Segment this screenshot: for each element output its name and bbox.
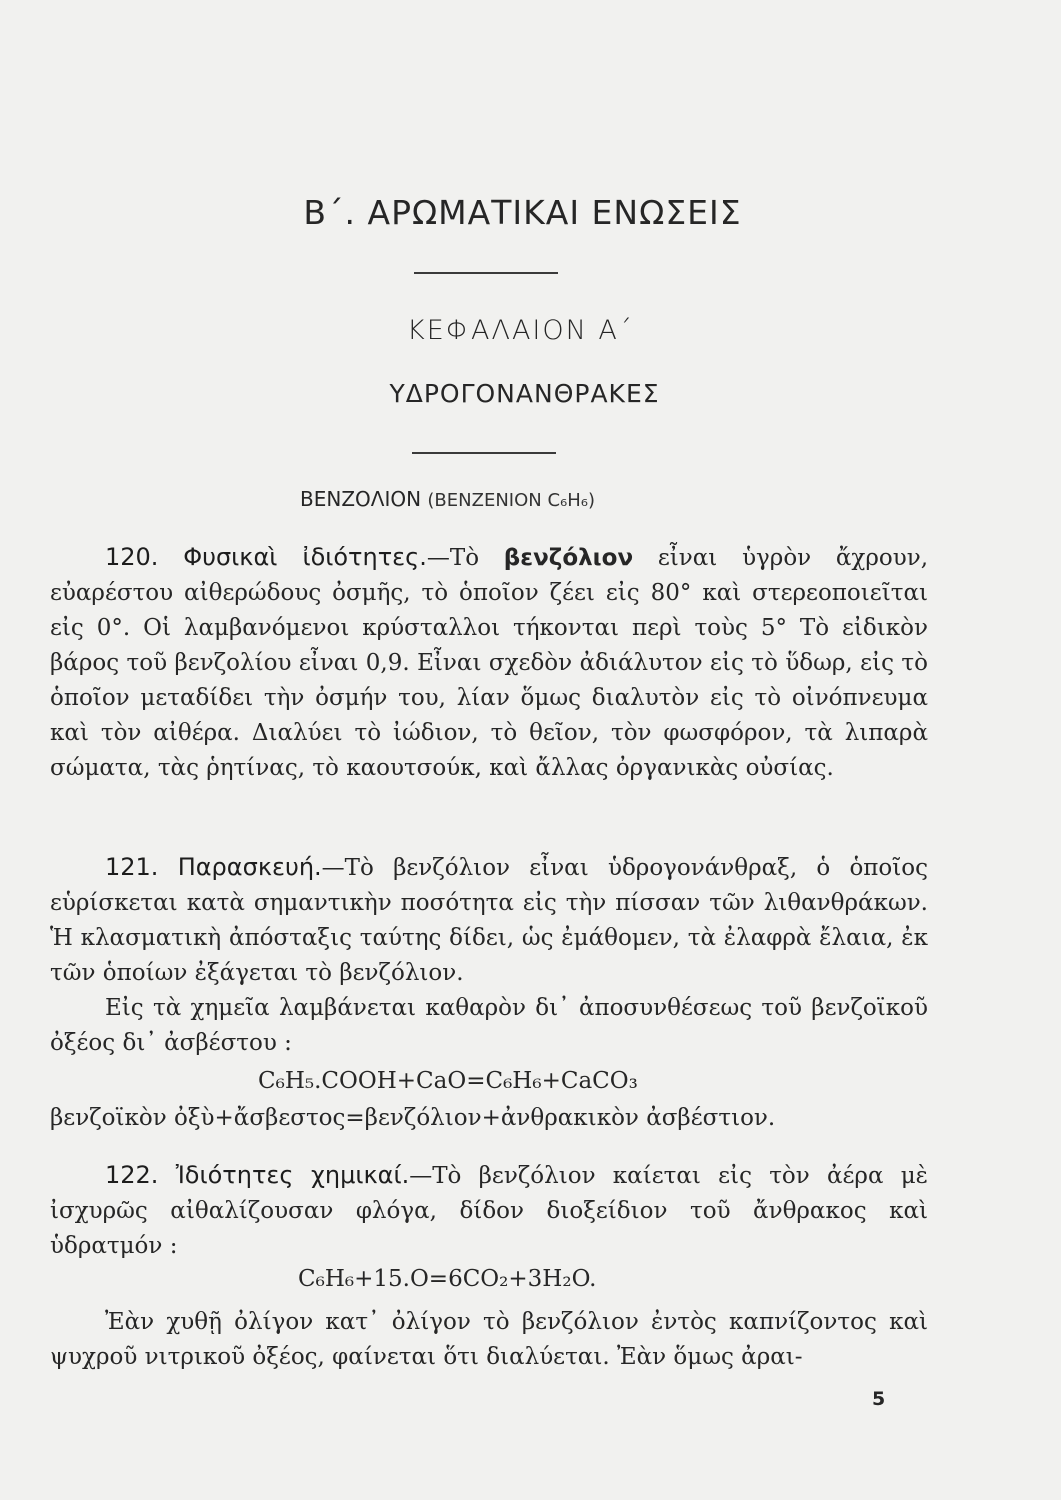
section-title: Παρασκευή. — [177, 853, 322, 881]
divider-bottom — [412, 452, 556, 454]
chapter-title: ΚΕΦΑΛΑΙΟΝ Α΄ — [407, 315, 634, 346]
equation-combustion: C₆H₆+15.O=6CO₂+3H₂O. — [298, 1266, 597, 1292]
equation-benzoic-words: βενζοϊκὸν ὀξὺ+ἄσβεστος=βενζόλιον+ἀνθρακικὸν ἀσβέστιον. — [50, 1105, 776, 1131]
section-title: Φυσικαὶ ἰδιότητες. — [183, 543, 427, 571]
section-heading — [300, 487, 595, 511]
page-number: 5 — [872, 1388, 886, 1410]
section-122-paragraph-2: Ἐὰν χυθῇ ὀλίγον κατ᾽ ὀλίγον τὸ βενζόλιον ἐντὸς καπνίζοντος καὶ ψυχροῦ νιτρικοῦ ὀξέος, φαίνεται ὅτι διαλύεται. Ἐὰν ὅμως ἀραι- — [50, 1309, 928, 1370]
section-120 — [50, 540, 928, 786]
section-121-paragraph-2: Εἰς τὰ χημεῖα λαμβάνεται καθαρὸν δι᾽ ἀποσυνθέσεως τοῦ βενζοϊκοῦ ὀξέος δι᾽ ἀσβέστου : — [50, 995, 928, 1056]
section-title: Ἰδιότητες χημικαί. — [175, 1161, 410, 1189]
equation-benzoic: C₆H₅.COOH+CaO=C₆H₆+CaCO₃ — [258, 1068, 638, 1094]
section-122 — [50, 1158, 928, 1264]
section-number: 120. — [105, 543, 159, 571]
section-number: 122. — [105, 1161, 159, 1189]
section-text: —Τὸ βενζόλιον καίεται εἰς τὸν ἀέρα μὲ ἰσχυρῶς αἰθαλίζουσαν φλόγα, δίδον διοξείδιον τοῦ ἄνθρακος καὶ ὑδρατμόν : — [50, 1163, 929, 1259]
section-term: βενζόλιον — [503, 545, 634, 571]
section-122-paragraph — [50, 1158, 928, 1264]
chapter-subject: ΥΔΡΟΓΟΝΑΝΘΡΑΚΕΣ — [389, 379, 660, 408]
section-text: εἶναι ὑγρὸν ἄχρουν, εὐαρέστου αἰθερώδους ὀσμῆς, τὸ ὁποῖον ζέει εἰς 80° καὶ στερεοποιεῖται εἰς 0°. Οἱ λαμβανόμενοι κρύσταλλοι τήκονται περὶ τοὺς 5° Τὸ εἰδικὸν βάρος τοῦ βενζολίου εἶναι 0,9. Εἶναι σχεδὸν ἀδιάλυτον εἰς τὸ ὕδωρ, εἰς τὸ ὁποῖον μεταδίδει τὴν ὀσμήν του, λίαν ὅμως διαλυτὸν εἰς τὸ οἰνόπνευμα καὶ τὸν αἰθέρα. Διαλύει τὸ ἰώδιον, τὸ θεῖον, τὸν φωσφόρον, τὰ λιπαρὰ σώματα, τὰς ῥητίνας, τὸ καουτσούκ, καὶ ἄλλας ὀργανικὰς οὐσίας. — [50, 545, 929, 781]
section-121-paragraph — [50, 850, 928, 991]
section-122-continued — [50, 1305, 928, 1375]
section-number: 121. — [105, 853, 159, 881]
part-title: Β΄. ΑΡΩΜΑΤΙΚΑΙ ΕΝΩΣΕΙΣ — [303, 193, 742, 232]
section-text: —Τὸ βενζόλιον εἶναι ὑδρογονάνθραξ, ὁ ὁποῖος εὑρίσκεται κατὰ σημαντικὴν ποσότητα εἰς τὴν πίσσαν τῶν λιθανθράκων. Ἡ κλασματικὴ ἀπόσταξις ταύτης δίδει, ὡς ἐμάθομεν, τὰ ἐλαφρὰ ἔλαια, ἐκ τῶν ὁποίων ἐξάγεται τὸ βενζόλιον. — [50, 855, 929, 986]
divider-top — [414, 272, 558, 274]
section-dash: —Τὸ — [426, 545, 504, 571]
section-121 — [50, 850, 928, 1061]
heading-name: ΒΕΝΖΟΛΙΟΝ — [300, 487, 422, 511]
section-120-paragraph — [50, 540, 928, 786]
heading-alt: (ΒΕΝΖΕΝΙΟΝ C₆H₆) — [427, 490, 596, 511]
